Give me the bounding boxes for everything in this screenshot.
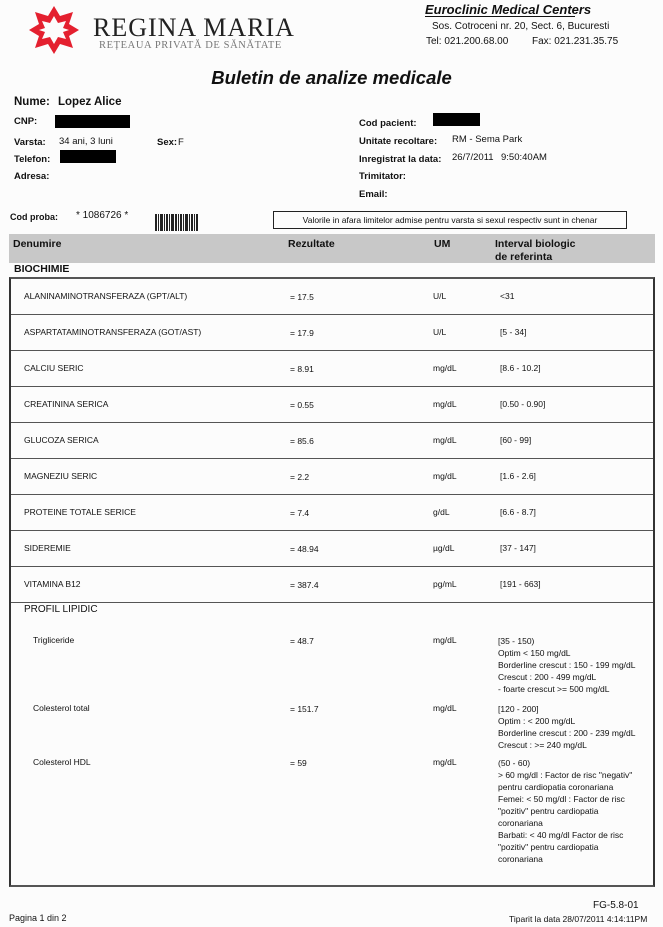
patient-sex: F [178, 137, 184, 148]
clinic-tel: Tel: 021.200.68.00 [426, 36, 509, 47]
brand-name: REGINA MARIA [93, 13, 295, 42]
range-line: - foarte crescut >= 500 mg/dL [498, 684, 610, 694]
section-biochimie: BIOCHIMIE [14, 263, 70, 275]
patient-age: 34 ani, 3 luni [59, 136, 113, 147]
table-row [11, 423, 653, 459]
table-row [11, 459, 653, 495]
test-result: = 387.4 [290, 580, 319, 590]
test-result: = 17.9 [290, 328, 314, 338]
sample-code-label: Cod proba: [10, 212, 58, 222]
test-name: Colesterol total [33, 703, 90, 713]
test-range: [8.6 - 10.2] [500, 363, 541, 373]
section-profil-lipidic: PROFIL LIPIDIC [24, 604, 98, 615]
test-name: PROTEINE TOTALE SERICE [24, 507, 136, 517]
test-name: VITAMINA B12 [24, 579, 81, 589]
test-range: [1.6 - 2.6] [500, 471, 536, 481]
printed-date: Tiparit la data 28/07/2011 4:14:11PM [509, 914, 648, 924]
test-name: CREATININA SERICA [24, 399, 109, 409]
table-row [11, 387, 653, 423]
test-unit: mg/dL [433, 635, 457, 645]
test-range: <31 [500, 291, 515, 301]
test-name: GLUCOZA SERICA [24, 435, 99, 445]
test-range: [5 - 34] [500, 327, 527, 337]
test-range: [60 - 99] [500, 435, 532, 445]
clinic-fax: Fax: 021.231.35.75 [532, 36, 619, 47]
test-unit: mg/dL [433, 399, 457, 409]
test-unit: mg/dL [433, 757, 457, 767]
test-name: Colesterol HDL [33, 757, 91, 767]
test-name: ALANINAMINOTRANSFERAZA (GPT/ALT) [24, 291, 188, 301]
col-header-name: Denumire [13, 238, 62, 250]
table-row [11, 567, 653, 603]
test-name: CALCIU SERIC [24, 363, 84, 373]
col-header-result: Rezultate [288, 238, 335, 250]
range-line: "pozitiv" pentru cardiopatia [498, 842, 599, 852]
table-row [11, 531, 653, 567]
range-line: > 60 mg/dl : Factor de risc "negativ" [498, 770, 633, 780]
out-of-range-legend: Valorile in afara limitelor admise pentru varsta si sexul respectiv sunt in chenar [273, 211, 627, 229]
test-unit: U/L [433, 327, 447, 337]
col-header-interval-2: de referinta [495, 251, 553, 263]
test-range: [6.6 - 8.7] [500, 507, 536, 517]
results-table-header [9, 234, 655, 263]
test-result: = 151.7 [290, 704, 319, 714]
test-unit: mg/dL [433, 703, 457, 713]
clinic-name [425, 2, 592, 17]
test-result: = 17.5 [290, 292, 314, 302]
test-range: [0.50 - 0.90] [500, 399, 546, 409]
brand-subtitle: REȚEAUA PRIVATĂ DE SĂNĂTATE [99, 40, 282, 51]
table-row [11, 351, 653, 387]
range-line: Crescut : >= 240 mg/dL [498, 740, 587, 750]
test-name: ASPARTATAMINOTRANSFERAZA (GOT/AST) [24, 327, 202, 337]
patient-name: Lopez Alice [58, 96, 122, 108]
registered-time: 9:50:40AM [501, 152, 547, 163]
table-row [11, 495, 653, 531]
name-label: Nume: [14, 96, 50, 108]
test-unit: pg/mL [433, 579, 457, 589]
clinic-address: Sos. Cotroceni nr. 20, Sect. 6, Bucuresti [432, 21, 610, 32]
test-range [498, 703, 648, 751]
test-unit: µg/dL [433, 543, 455, 553]
test-name: SIDEREMIE [24, 543, 71, 553]
cnp-redacted [55, 115, 130, 128]
test-name: Trigliceride [33, 635, 75, 645]
test-range [498, 635, 648, 695]
patient-code-label: Cod pacient: [359, 118, 417, 129]
test-unit: mg/dL [433, 363, 457, 373]
range-line: Barbati: < 40 mg/dl Factor de risc [498, 830, 624, 840]
test-result: = 7.4 [290, 508, 310, 518]
page-number: Pagina 1 din 2 [9, 913, 67, 923]
table-row [11, 315, 653, 351]
cnp-label: CNP: [14, 116, 38, 127]
results-table-body [9, 277, 655, 887]
phone-label: Telefon: [14, 154, 51, 165]
sex-label: Sex: [157, 137, 178, 148]
range-line: [35 - 150) [498, 636, 535, 646]
phone-redacted [60, 150, 116, 163]
range-line: coronariana [498, 818, 543, 828]
range-line: (50 - 60) [498, 758, 531, 768]
test-result: = 59 [290, 758, 307, 768]
age-label: Varsta: [14, 137, 46, 148]
range-line: Crescut : 200 - 499 mg/dL [498, 672, 597, 682]
test-range: [191 - 663] [500, 579, 541, 589]
range-line: Borderline crescut : 200 - 239 mg/dL [498, 728, 636, 738]
test-unit: mg/dL [433, 471, 457, 481]
table-row [11, 279, 653, 315]
test-unit: g/dL [433, 507, 450, 517]
test-result: = 48.94 [290, 544, 319, 554]
barcode-icon [155, 214, 209, 231]
form-code: FG-5.8-01 [593, 900, 639, 911]
clinic-name-text: Euroclinic Medical Centers [425, 2, 592, 17]
range-line: Femei: < 50 mg/dl : Factor de risc [498, 794, 625, 804]
test-result: = 2.2 [290, 472, 310, 482]
range-line: Optim < 150 mg/dL [498, 648, 571, 658]
range-line: "pozitiv" pentru cardiopatia [498, 806, 599, 816]
range-line: coronariana [498, 854, 543, 864]
test-result: = 0.55 [290, 400, 314, 410]
registered-date: 26/7/2011 [452, 152, 494, 163]
test-result: = 8.91 [290, 364, 314, 374]
sample-code: * 1086726 * [76, 210, 129, 221]
sender-label: Trimitator: [359, 171, 406, 182]
col-header-interval-1: Interval biologic [495, 238, 576, 250]
test-name: MAGNEZIU SERIC [24, 471, 98, 481]
test-range: [37 - 147] [500, 543, 536, 553]
test-range [498, 757, 648, 865]
collection-unit-label: Unitate recoltare: [359, 136, 438, 147]
range-line: Optim : < 200 mg/dL [498, 716, 576, 726]
test-result: = 85.6 [290, 436, 314, 446]
email-label: Email: [359, 189, 388, 200]
collection-unit: RM - Sema Park [452, 134, 523, 145]
registered-label: Inregistrat la data: [359, 154, 442, 165]
test-result: = 48.7 [290, 636, 314, 646]
address-label: Adresa: [14, 171, 50, 182]
range-line: [120 - 200] [498, 704, 539, 714]
patient-code-redacted [433, 113, 480, 126]
range-line: pentru cardiopatia coronariana [498, 782, 614, 792]
regina-maria-logo-icon [27, 4, 81, 56]
document-title: Buletin de analize medicale [211, 67, 452, 88]
test-unit: mg/dL [433, 435, 457, 445]
range-line: Borderline crescut : 150 - 199 mg/dL [498, 660, 636, 670]
col-header-unit: UM [434, 238, 451, 250]
test-unit: U/L [433, 291, 447, 301]
